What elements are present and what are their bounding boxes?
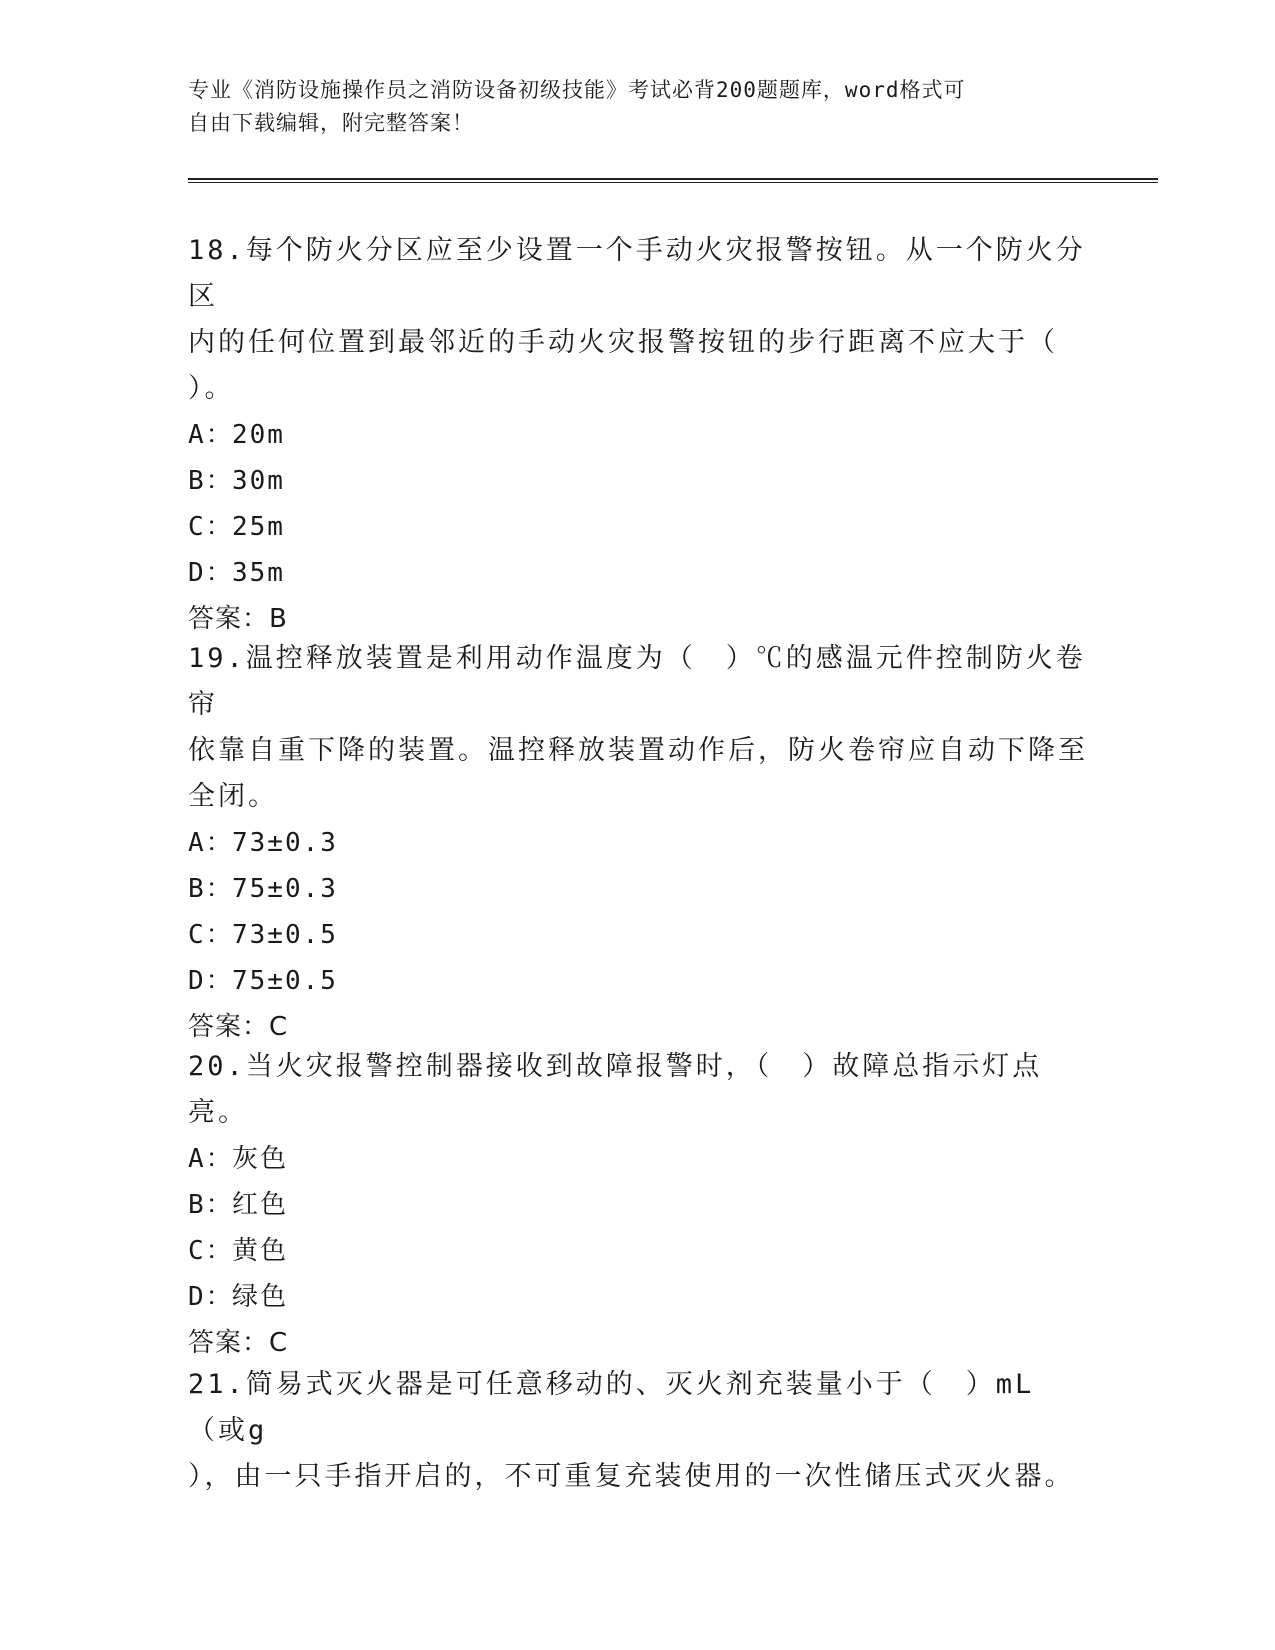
option-text: 75±0.3	[232, 874, 338, 904]
option-key: D：	[188, 558, 234, 588]
question-20	[188, 1044, 1088, 1366]
option-key: C：	[188, 512, 234, 542]
option-d	[188, 550, 1088, 596]
question-stem-line: 全闭。	[188, 781, 278, 812]
option-key: B：	[188, 466, 234, 496]
option-b	[188, 1182, 1088, 1228]
header-divider	[188, 178, 1158, 180]
option-b	[188, 866, 1088, 912]
answer: 答案：B	[188, 604, 288, 634]
question-21	[188, 1362, 1088, 1500]
option-a	[188, 412, 1088, 458]
option-key: B：	[188, 1190, 234, 1220]
option-c	[188, 504, 1088, 550]
option-key: D：	[188, 1282, 234, 1312]
option-b	[188, 458, 1088, 504]
option-text: 75±0.5	[232, 966, 338, 996]
option-key: D：	[188, 966, 234, 996]
option-text: 35m	[232, 558, 285, 588]
question-stem-line: 内的任何位置到最邻近的手动火灾报警按钮的步行距离不应大于（	[188, 327, 1058, 358]
option-a	[188, 1136, 1088, 1182]
option-key: A：	[188, 1144, 234, 1174]
question-18	[188, 228, 1088, 642]
question-stem-line: 21.简易式灭火器是可任意移动的、灭火剂充装量小于（ ）mL（或g	[188, 1369, 1035, 1446]
option-text: 红色	[232, 1190, 289, 1220]
option-a	[188, 820, 1088, 866]
header-divider-thin	[188, 182, 1158, 183]
header-line-2: 自由下载编辑，附完整答案！	[188, 111, 474, 135]
question-19	[188, 636, 1088, 1050]
option-d	[188, 958, 1088, 1004]
option-d	[188, 1274, 1088, 1320]
option-key: A：	[188, 420, 234, 450]
option-text: 灰色	[232, 1144, 289, 1174]
question-stem-line: 18.每个防火分区应至少设置一个手动火灾报警按钮。从一个防火分区	[188, 235, 1086, 312]
answer: 答案：C	[188, 1328, 289, 1358]
option-key: A：	[188, 828, 234, 858]
question-stem-line: 20.当火灾报警控制器接收到故障报警时，（ ）故障总指示灯点亮。	[188, 1051, 1043, 1128]
option-text: 30m	[232, 466, 285, 496]
option-text: 绿色	[232, 1282, 289, 1312]
option-text: 25m	[232, 512, 285, 542]
option-text: 73±0.5	[232, 920, 338, 950]
question-stem-line: ），由一只手指开启的，不可重复充装使用的一次性储压式灭火器。	[188, 1461, 1075, 1492]
option-text: 73±0.3	[232, 828, 338, 858]
option-key: C：	[188, 1236, 234, 1266]
option-text: 20m	[232, 420, 285, 450]
option-key: C：	[188, 920, 234, 950]
question-stem-line: 依靠自重下降的装置。温控释放装置动作后，防火卷帘应自动下降至	[188, 735, 1088, 766]
question-stem-line: ）。	[188, 373, 235, 404]
option-text: 黄色	[232, 1236, 289, 1266]
option-c	[188, 1228, 1088, 1274]
option-c	[188, 912, 1088, 958]
header-line-1: 专业《消防设施操作员之消防设备初级技能》考试必背200题题库，word格式可	[188, 78, 966, 102]
document-header	[188, 74, 1068, 140]
option-key: B：	[188, 874, 234, 904]
answer: 答案：C	[188, 1012, 289, 1042]
question-stem-line: 19.温控释放装置是利用动作温度为（ ）℃的感温元件控制防火卷帘	[188, 643, 1086, 720]
